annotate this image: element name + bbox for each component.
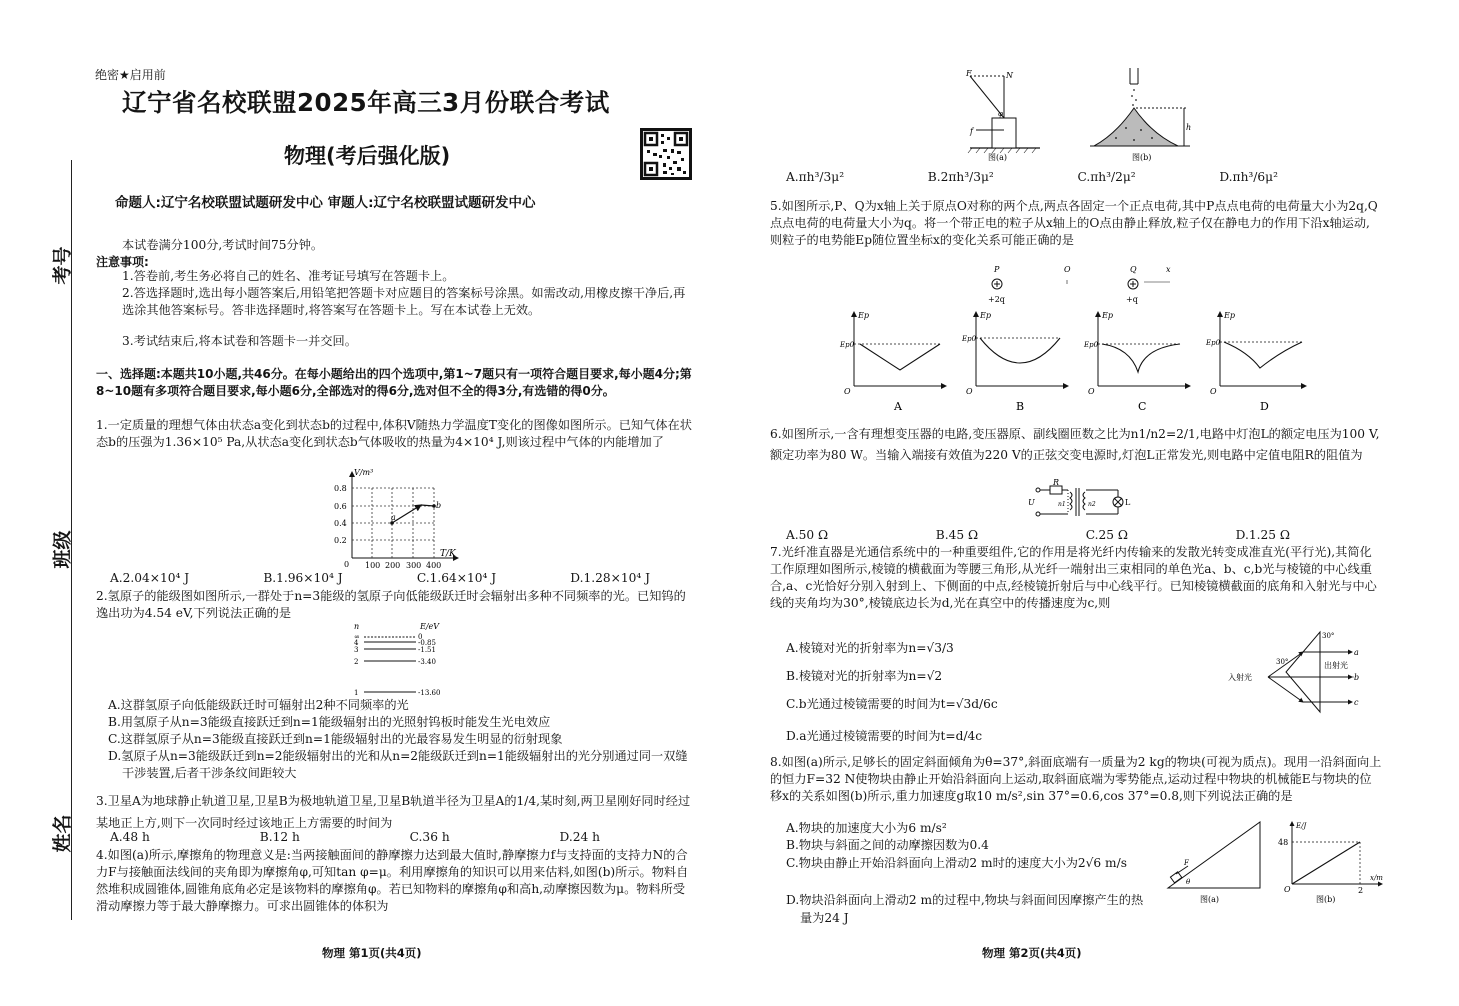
q2-option-b: B.用氢原子从n=3能级直接跃迁到n=1能级辐射出的光照射钨板时能发生光电效应 — [108, 715, 551, 729]
q2-level-3: 3 — [354, 646, 359, 654]
q4-figure-b — [1086, 66, 1198, 162]
q2-option-c: C.这群氢原子从n=3能级直接跃迁到n=1能级辐射出的光最容易发生明显的衍射现象 — [108, 732, 563, 746]
q5-label-O: O — [1064, 265, 1071, 274]
q6-option-a: A.50 Ω — [786, 528, 829, 542]
side-label-name: 姓名 — [51, 814, 74, 853]
q6-option-b: B.45 Ω — [935, 528, 979, 542]
q2-energy-1.51: -1.51 — [418, 646, 436, 654]
q5-charge-P: +2q — [988, 295, 1005, 304]
q5-charge-Q: +q — [1126, 295, 1138, 304]
q8a-label-F: F — [1184, 859, 1189, 867]
q5d-ep0: Ep0 — [1206, 339, 1221, 347]
q5-graph-d — [1205, 311, 1306, 413]
q1-xtick-100: 100 — [365, 561, 381, 570]
q1-graph-ylabel: V/m³ — [354, 468, 374, 477]
q4a-caption: 图(a) — [988, 153, 1008, 162]
question-1-text: 1.一定质量的理想气体由状态a变化到状态b的过程中,体积V随热力学温度T变化的图像如图所示。已知气体在状态b的压强为1.36×10⁵ Pa,从状态a变化到状态b气体吸收的热量为4×10⁴ J,则该过程中气体的内能增加了 — [96, 418, 692, 449]
q5-charge-axis — [978, 262, 1178, 306]
side-label-exam-number: 考号 — [51, 246, 74, 285]
q2-level-4: 4 — [354, 639, 359, 647]
exam-title: 辽宁省名校联盟2025年高三3月份联合考试 — [122, 88, 610, 117]
q1-origin: 0 — [344, 560, 350, 569]
q6-label-U: U — [1028, 498, 1035, 507]
q1-xtick-300: 300 — [406, 561, 422, 570]
q8-option-c: C.物块由静止开始沿斜面向上滑动2 m时的速度大小为2√6 m/s — [786, 856, 1127, 870]
q5-graph-b-label: B — [1016, 400, 1025, 413]
authors-line: 命题人:辽宁名校联盟试题研发中心 审题人:辽宁名校联盟试题研发中心 — [115, 195, 536, 211]
q2-energy-3.40: -3.40 — [418, 658, 436, 666]
q7-option-a: A.棱镜对光的折射率为n=√3/3 — [786, 641, 954, 655]
q1-option-d: D.1.28×10⁴ J — [570, 571, 650, 585]
q7-label-incident: 入射光 — [1228, 673, 1252, 682]
question-3-options — [110, 830, 600, 844]
q1-point-b: b — [436, 501, 442, 510]
q5-option-graphs — [840, 308, 1310, 414]
q7-prism-figure — [1228, 628, 1358, 720]
q1-volume-temperature-graph — [330, 466, 470, 570]
q5-graph-a — [839, 311, 946, 413]
q8-option-a: A.物块的加速度大小为6 m/s² — [786, 821, 947, 835]
q3-option-d: D.24 h — [559, 830, 600, 844]
q1-ytick-0.6: 0.6 — [334, 502, 347, 511]
q2-n-label: n — [354, 622, 360, 631]
q7-label-c: c — [1354, 698, 1359, 707]
page-2-footer: 物理 第2页(共4页) — [982, 946, 1082, 960]
q1-graph-xlabel: T/K — [440, 549, 456, 559]
q2-level-2: 2 — [354, 658, 359, 666]
q1-xtick-200: 200 — [385, 561, 401, 570]
q2-energy-13.60: -13.60 — [418, 689, 441, 697]
page-1 — [0, 0, 729, 1006]
q4b-label-h: h — [1186, 123, 1192, 132]
svg-text:O: O — [966, 387, 973, 396]
q5-graph-d-label: D — [1260, 400, 1269, 413]
secret-label: 绝密★启用前 — [95, 68, 166, 82]
q1-ytick-0.4: 0.4 — [334, 519, 347, 528]
q8a-caption: 图(a) — [1200, 895, 1220, 904]
notice-3: 3.考试结束后,将本试卷和答题卡一并交回。 — [122, 334, 357, 348]
q6-option-c: C.25 Ω — [1085, 528, 1129, 542]
q5b-ep: Ep — [980, 311, 991, 320]
q6-label-R: R — [1053, 478, 1060, 487]
q7-option-c: C.b光通过棱镜需要的时间为t=√3d/6c — [786, 697, 998, 711]
q4b-caption: 图(b) — [1132, 153, 1152, 162]
svg-text:O: O — [844, 387, 851, 396]
q8-figure-a — [1162, 818, 1272, 908]
q8a-label-theta: θ — [1186, 878, 1191, 886]
q6-label-n1: n1 — [1058, 501, 1066, 508]
notice-2: 2.答选择题时,选出每小题答案后,用铅笔把答题卡对应题目的答案标号涂黑。如需改动,用橡皮擦干净后,再选涂其他答案标号。答非选择题时,将答案写在答题卡上。写在本试卷上无效。 — [122, 286, 686, 317]
q1-option-b: B.1.96×10⁴ J — [263, 571, 343, 585]
q4a-label-N: N — [1006, 71, 1013, 80]
q5-graph-c — [1083, 311, 1190, 413]
q2-energy-0.85: -0.85 — [418, 639, 436, 647]
notice-heading: 注意事项: — [96, 255, 149, 269]
q1-ytick-0.2: 0.2 — [334, 536, 347, 545]
q5-graph-c-label: C — [1138, 400, 1147, 413]
q4-figure-a — [958, 68, 1048, 162]
q5a-ep0: Ep0 — [840, 341, 855, 349]
svg-text:O: O — [1210, 387, 1217, 396]
q2-level-1: 1 — [354, 689, 359, 697]
q2-energy-0: 0 — [418, 633, 423, 641]
q7-label-b: b — [1354, 673, 1360, 682]
q2-option-d: D.氢原子从n=3能级跃迁到n=2能级辐射出的光和从n=2能级跃迁到n=1能级辐射出的光分别通过同一双缝干涉装置,后者干涉条纹间距较大 — [108, 749, 688, 780]
question-4-options — [786, 170, 1278, 184]
q5-label-Q: Q — [1130, 265, 1137, 274]
q1-option-a: A.2.04×10⁴ J — [110, 571, 190, 585]
q6-label-n2: n2 — [1088, 501, 1096, 508]
section-1-heading: 一、选择题:本题共10小题,共46分。在每小题给出的四个选项中,第1~7题只有一项符合题目要求,每小题4分;第8~10题有多项符合题目要求,每小题6分,全部选对的得6分,选对但不全的得3分,有选错的得0分。 — [96, 367, 692, 398]
q5c-ep: Ep — [1102, 311, 1113, 320]
q1-ytick-0.8: 0.8 — [334, 484, 347, 493]
q7-label-a: a — [1354, 648, 1359, 657]
q1-point-a: a — [391, 513, 396, 522]
q4a-label-f: f — [970, 127, 973, 136]
q2-e-label: E/eV — [420, 622, 440, 631]
q2-option-a: A.这群氢原子向低能级跃迁时可辐射出2种不同频率的光 — [108, 698, 409, 712]
q3-option-b: B.12 h — [259, 830, 300, 844]
notice-1: 1.答卷前,考生务必将自己的姓名、准考证号填写在答题卡上。 — [122, 269, 455, 283]
q5-label-x: x — [1166, 265, 1171, 274]
q3-option-a: A.48 h — [110, 830, 150, 844]
q8b-origin: O — [1284, 885, 1291, 894]
full-score-note: 本试卷满分100分,考试时间75分钟。 — [122, 238, 324, 252]
q7-option-b: B.棱镜对光的折射率为n=√2 — [786, 669, 943, 683]
qr-code-icon — [640, 128, 692, 180]
q6-transformer-circuit — [1028, 478, 1132, 522]
question-6-text: 6.如图所示,一含有理想变压器的电路,变压器原、副线圈匝数之比为n1/n2=2/1,电路中灯泡L的额定电压为100 V,额定功率为80 W。当输入端接有效值为220 V的正弦交变电源时,灯泡L正常发光,则电路中定值电阻R的阻值为 — [770, 427, 1380, 462]
q8-figure-b — [1276, 818, 1388, 908]
q8-option-b: B.物块与斜面之间的动摩擦因数为0.4 — [786, 838, 989, 852]
q7-angle-top: 30° — [1322, 632, 1335, 640]
q5b-ep0: Ep0 — [962, 335, 977, 343]
question-1-options — [110, 571, 650, 585]
page-2 — [730, 0, 1459, 1006]
q4-option-a: A.πh³/3μ² — [786, 170, 845, 184]
q4a-label-phi: φ — [998, 110, 1003, 118]
q1-option-c: C.1.64×10⁴ J — [416, 571, 497, 585]
q2-energy-level-diagram — [350, 620, 460, 696]
q3-option-c: C.36 h — [409, 830, 450, 844]
q4-option-c: C.πh³/2μ² — [1077, 170, 1136, 184]
page-1-footer: 物理 第1页(共4页) — [322, 946, 422, 960]
q8b-caption: 图(b) — [1316, 895, 1336, 904]
q5-graph-b — [961, 311, 1068, 413]
q6-option-d: D.1.25 Ω — [1235, 528, 1290, 542]
q8b-ytick-48: 48 — [1278, 838, 1289, 847]
q4-option-b: B.2πh³/3μ² — [927, 170, 994, 184]
q6-label-L: L — [1125, 498, 1131, 507]
q7-option-d: D.a光通过棱镜需要的时间为t=d/4c — [786, 729, 983, 743]
q5a-ep: Ep — [858, 311, 869, 320]
question-4-text: 4.如图(a)所示,摩擦角的物理意义是:当两接触面间的静摩擦力达到最大值时,静摩擦力f与支持面的支持力N的合力F与接触面法线间的夹角即为摩擦角φ,可知tan φ=μ。利用摩擦角的知识可以用来估料,如图(b)所示。物料自然堆积成圆锥体,圆锥角底角必定是该物料的摩擦角φ。若已知物料的摩擦角φ和高h,动摩擦因数为μ。物料所受滑动摩擦力等于最大静摩擦力。可求出圆锥体的体积为 — [96, 848, 689, 913]
q5-graph-a-label: A — [894, 400, 902, 413]
question-2-text: 2.氢原子的能级图如图所示,一群处于n=3能级的氢原子向低能级跃迁时会辐射出多种不同频率的光。已知钨的逸出功为4.54 eV,下列说法正确的是 — [96, 589, 686, 620]
q8-option-d: D.物块沿斜面向上滑动2 m的过程中,物块与斜面间因摩擦产生的热量为24 J — [786, 893, 1144, 925]
q7-angle-incident: 30° — [1276, 658, 1289, 666]
q1-xtick-400: 400 — [426, 561, 442, 570]
q5d-ep: Ep — [1224, 311, 1235, 320]
q4-option-d: D.πh³/6μ² — [1219, 170, 1278, 184]
question-7-text: 7.光纤准直器是光通信系统中的一种重要组件,它的作用是将光纤内传输来的发散光转变成准直光(平行光),其简化工作原理如图所示,棱镜的横截面为等腰三角形,从光纤一端射出三束相同的单色光a、b、c,b光与棱镜的中心线重合,a、c光恰好分别入射到上、下侧面的中点,经棱镜折射后与中心线平行。已知棱镜横截面的底角和入射光与中心线的夹角均为30°,棱镜底边长为d,光在真空中的传播速度为c,则 — [770, 545, 1377, 610]
side-label-class: 班级 — [51, 530, 74, 569]
q5c-ep0: Ep0 — [1084, 341, 1099, 349]
q7-label-outgoing: 出射光 — [1324, 661, 1348, 670]
q5-label-P: P — [994, 265, 1000, 274]
question-6-options — [786, 528, 1290, 542]
question-8-text: 8.如图(a)所示,足够长的固定斜面倾角为θ=37°,斜面底端有一质量为2 kg的物块(可视为质点)。现用一沿斜面向上的恒力F=32 N使物块由静止开始沿斜面向上运动,取斜面底端为零势能点,运动过程中物块的机械能E与物块的位移x的关系如图(b)所示,重力加速度g取10 m/s²,sin 37°=0.6,cos 37°=0.8,则下列说法正确的是 — [770, 755, 1382, 803]
q8b-ylabel: E/J — [1296, 822, 1307, 830]
question-3-text: 3.卫星A为地球静止轨道卫星,卫星B为极地轨道卫星,卫星B轨道半径为卫星A的1/4,某时刻,两卫星刚好同时经过某地正上方,则下一次同时经过该地正上方需要的时间为 — [96, 794, 691, 830]
question-5-text: 5.如图所示,P、Q为x轴上关于原点O对称的两个点,两点各固定一个正点电荷,其中P点点电荷的电荷量大小为2q,Q点点电荷的电荷量大小为q。将一个带正电的粒子从x轴上的O点由静止释放,粒子仅在静电力的作用下沿x轴运动,则粒子的电势能Ep随位置坐标x的变化关系可能正确的是 — [770, 199, 1378, 247]
q8b-xtick-2: 2 — [1358, 886, 1364, 895]
svg-text:O: O — [1088, 387, 1095, 396]
q8b-xlabel: x/m — [1370, 874, 1383, 882]
q4a-label-F: F — [966, 69, 972, 78]
q2-level-inf: ∞ — [354, 633, 360, 641]
exam-subtitle: 物理(考后强化版) — [284, 144, 451, 168]
